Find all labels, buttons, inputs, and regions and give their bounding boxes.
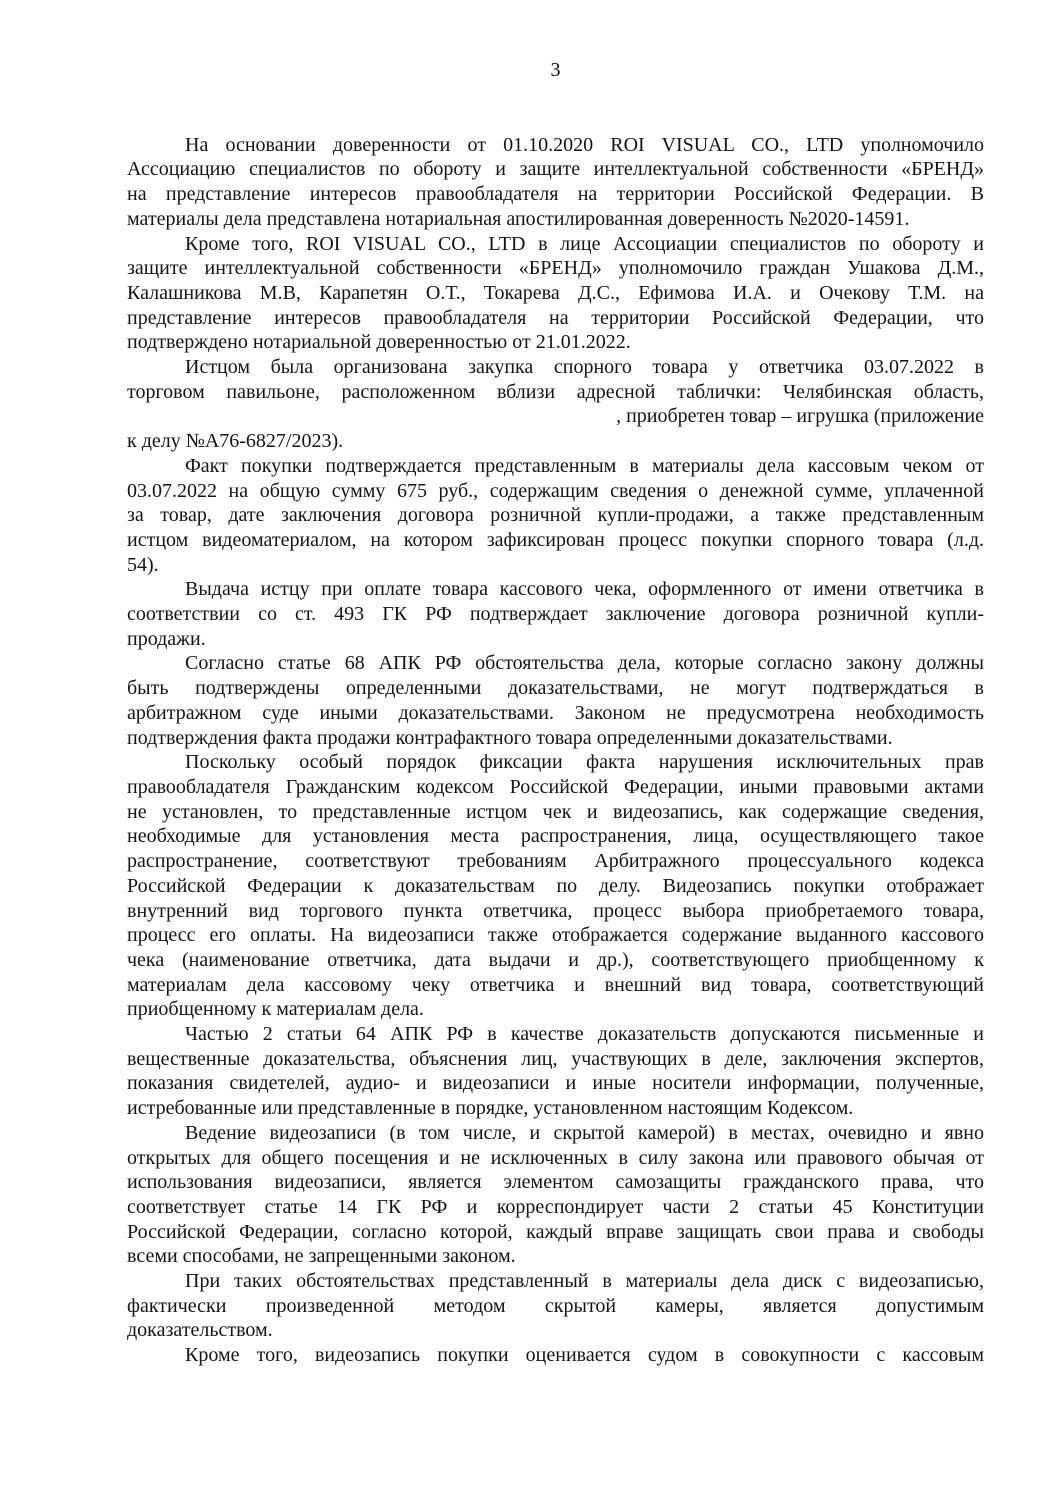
text-line: Калашникова М.В, Карапетян О.Т., Токарева Д.С., Ефимова И.А. и Очекову Т.М. на — [127, 281, 984, 304]
text-line: На основании доверенности от 01.10.2020 ROI VISUAL CO., LTD уполномочило — [185, 133, 984, 156]
document-body — [127, 133, 984, 1368]
text-line: соответствии со ст. 493 ГК РФ подтверждает заключение договора розничной купли- — [127, 603, 984, 626]
text-line: чека (наименование ответчика, дата выдачи и др.), соответствующего приобщенному к — [127, 948, 984, 971]
paragraph — [127, 1121, 984, 1269]
text-line: процесс его оплаты. На видеозаписи также отображается содержание выданного кассового — [127, 924, 984, 947]
text-line: доказательством. — [127, 1319, 273, 1342]
text-line: Согласно статье 68 АПК РФ обстоятельства дела, которые согласно закону должны — [185, 652, 984, 675]
text-line: Поскольку особый порядок фиксации факта нарушения исключительных прав — [185, 751, 984, 774]
text-line: истцом видеоматериалом, на котором зафиксирован процесс покупки спорного товара (л.д. — [127, 528, 984, 551]
text-line: Кроме того, видеозапись покупки оценивается судом в совокупности с кассовым — [185, 1344, 984, 1367]
text-line: , приобретен товар – игрушка (приложение — [616, 405, 984, 428]
paragraph — [127, 577, 984, 651]
paragraph — [127, 454, 984, 578]
text-line: на представление интересов правообладателя на территории Российской Федерации. В — [127, 183, 984, 206]
text-line: фактически произведенной методом скрытой камеры, является допустимым — [127, 1294, 984, 1317]
text-line: необходимые для установления места распространения, лица, осуществляющего такое — [127, 825, 984, 848]
text-line: быть подтверждены определенными доказательствами, не могут подтверждаться в — [127, 677, 984, 700]
text-line: Российской Федерации, согласно которой, каждый вправе защищать свои права и свободы — [127, 1220, 984, 1243]
text-line: всеми способами, не запрещенными законом. — [127, 1245, 516, 1268]
text-line: правообладателя Гражданским кодексом Российской Федерации, иными правовыми актами — [127, 775, 984, 798]
paragraph — [127, 232, 984, 356]
text-line: подтверждено нотариальной доверенностью от 21.01.2022. — [127, 331, 631, 354]
document-page — [127, 58, 984, 1368]
text-line: распространение, соответствуют требованиям Арбитражного процессуального кодекса — [127, 850, 984, 873]
text-line: При таких обстоятельствах представленный в материалы дела диск с видеозаписью, — [185, 1270, 984, 1293]
text-line: приобщенному к материалам дела. — [127, 998, 424, 1021]
paragraph — [127, 355, 984, 454]
text-line: соответствует статье 14 ГК РФ и корреспондирует части 2 статьи 45 Конституции — [127, 1195, 984, 1218]
text-line: материалы дела представлена нотариальная апостилированная доверенность №2020-14591. — [127, 207, 910, 230]
paragraph — [127, 750, 984, 1022]
page-number: 3 — [550, 59, 561, 81]
text-line: материалам дела кассовому чеку ответчика и внешний вид товара, соответствующий — [127, 973, 984, 996]
text-line: за товар, дате заключения договора розничной купли-продажи, а также представленным — [127, 504, 984, 527]
paragraph — [127, 1269, 984, 1343]
text-line: Выдача истцу при оплате товара кассового чека, оформленного от имени ответчика в — [185, 578, 984, 601]
text-line: Частью 2 статьи 64 АПК РФ в качестве доказательств допускаются письменные и — [185, 1023, 984, 1046]
paragraph — [127, 1343, 984, 1368]
text-line: Российской Федерации к доказательствам по делу. Видеозапись покупки отображает — [127, 874, 984, 897]
text-line: Ассоциацию специалистов по обороту и защите интеллектуальной собственности «БРЕНД» — [127, 158, 984, 181]
text-line: торговом павильоне, расположенном вблизи адресной таблички: Челябинская область, — [127, 380, 984, 403]
text-line: 03.07.2022 на общую сумму 675 руб., содержащим сведения о денежной сумме, уплаченной — [127, 479, 984, 502]
paragraph — [127, 1022, 984, 1121]
text-line: продажи. — [127, 627, 206, 650]
text-line: арбитражном суде иными доказательствами. Законом не предусмотрена необходимость — [127, 701, 984, 724]
text-line: подтверждения факта продажи контрафактного товара определенными доказательствами. — [127, 726, 893, 749]
text-line: к делу №А76-6827/2023). — [127, 430, 344, 453]
paragraph — [127, 133, 984, 232]
text-line: использования видеозаписи, является элементом самозащиты гражданского права, что — [127, 1171, 984, 1194]
text-line: не установлен, то представленные истцом чек и видеозапись, как содержащие сведения, — [127, 800, 984, 823]
paragraph — [127, 651, 984, 750]
text-line: вещественные доказательства, объяснения лиц, участвующих в деле, заключения экспертов, — [127, 1047, 984, 1070]
text-line: показания свидетелей, аудио- и видеозаписи и иные носители информации, полученные, — [127, 1072, 984, 1095]
text-line: Ведение видеозаписи (в том числе, и скрытой камерой) в местах, очевидно и явно — [185, 1121, 984, 1144]
text-line: Факт покупки подтверждается представленным в материалы дела кассовым чеком от — [185, 454, 984, 477]
text-line: открытых для общего посещения и не исключенных в силу закона или правового обычая от — [127, 1146, 984, 1169]
text-line: 54). — [127, 553, 159, 576]
text-line: Истцом была организована закупка спорного товара у ответчика 03.07.2022 в — [185, 356, 984, 379]
text-line: защите интеллектуальной собственности «БРЕНД» уполномочило граждан Ушакова Д.М., — [127, 257, 984, 280]
text-line: представление интересов правообладателя на территории Российской Федерации, что — [127, 306, 984, 329]
text-line: внутренний вид торгового пункта ответчика, процесс выбора приобретаемого товара, — [127, 899, 984, 922]
text-line: истребованные или представленные в порядке, установленном настоящим Кодексом. — [127, 1097, 854, 1120]
text-line: Кроме того, ROI VISUAL CO., LTD в лице Ассоциации специалистов по обороту и — [185, 232, 984, 255]
